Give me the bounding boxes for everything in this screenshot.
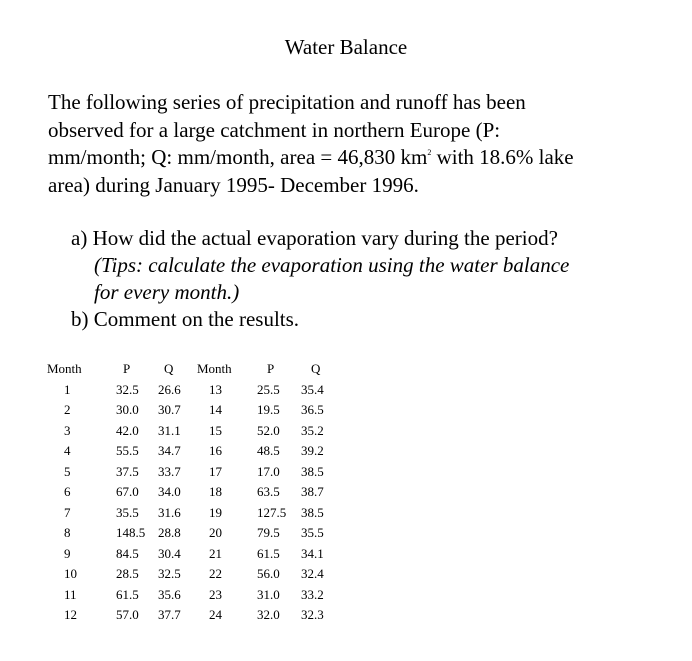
cell-q: 30.4 xyxy=(158,545,181,561)
cell-q: 38.5 xyxy=(301,463,324,479)
cell-p: 42.0 xyxy=(116,422,139,438)
cell-month: 23 xyxy=(209,586,222,602)
cell-q: 35.2 xyxy=(301,422,324,438)
intro-text: with 18.6% lake xyxy=(431,145,574,169)
cell-p: 30.0 xyxy=(116,402,139,417)
table-row xyxy=(47,564,341,585)
cell-month: 8 xyxy=(64,525,71,540)
table-row xyxy=(47,462,341,483)
tip-line: for every month.) xyxy=(94,280,240,304)
cell-p: 25.5 xyxy=(257,381,280,397)
cell-month: 14 xyxy=(209,402,222,417)
table-body xyxy=(47,380,341,626)
cell-p: 31.0 xyxy=(257,586,280,602)
table-row xyxy=(47,421,341,442)
cell-p: 28.5 xyxy=(116,566,139,581)
cell-month: 22 xyxy=(209,566,222,581)
cell-p: 79.5 xyxy=(257,525,280,540)
cell-p: 84.5 xyxy=(116,545,139,561)
cell-q: 33.7 xyxy=(158,463,181,479)
table-row xyxy=(47,605,341,626)
cell-month: 11 xyxy=(64,586,77,602)
cell-q: 34.1 xyxy=(301,545,324,561)
intro-line: The following series of precipitation and runoff has been xyxy=(48,90,526,114)
cell-month: 5 xyxy=(64,463,71,479)
cell-month: 21 xyxy=(209,545,222,561)
cell-month: 16 xyxy=(209,443,222,458)
header-p: P xyxy=(267,361,275,376)
cell-month: 10 xyxy=(64,566,77,581)
header-month: Month xyxy=(197,361,232,376)
cell-p: 35.5 xyxy=(116,504,139,520)
questions-list xyxy=(71,225,661,333)
superscript-2: 2 xyxy=(427,148,432,157)
intro-text: mm/month; Q: mm/month, area = 46,830 km xyxy=(48,145,428,169)
cell-month: 24 xyxy=(209,607,222,622)
table-row xyxy=(47,523,341,544)
cell-p: 67.0 xyxy=(116,484,139,499)
cell-q: 34.7 xyxy=(158,443,181,458)
cell-q: 32.5 xyxy=(158,566,181,581)
cell-p: 127.5 xyxy=(257,504,287,520)
table-row xyxy=(47,503,341,524)
page-title: Water Balance xyxy=(284,35,408,59)
header-p: P xyxy=(123,361,131,376)
cell-p: 61.5 xyxy=(116,586,139,602)
cell-month: 13 xyxy=(209,381,222,397)
table-row xyxy=(47,380,341,401)
question-b: b) Comment on the results. xyxy=(71,307,300,331)
header-month: Month xyxy=(47,361,82,376)
cell-q: 31.1 xyxy=(158,422,181,438)
cell-month: 1 xyxy=(64,381,71,397)
cell-p: 56.0 xyxy=(257,566,280,581)
cell-month: 12 xyxy=(64,607,77,622)
cell-q: 32.3 xyxy=(301,607,324,622)
cell-q: 31.6 xyxy=(158,504,181,520)
intro-line: area) during January 1995- December 1996. xyxy=(48,172,419,197)
header-q: Q xyxy=(164,361,174,376)
cell-p: 32.0 xyxy=(257,607,280,622)
cell-q: 32.4 xyxy=(301,566,324,581)
cell-q: 26.6 xyxy=(158,381,181,397)
table-row xyxy=(47,441,341,462)
cell-month: 2 xyxy=(64,402,71,417)
cell-q: 37.7 xyxy=(158,607,181,622)
cell-p: 19.5 xyxy=(257,402,280,417)
cell-p: 148.5 xyxy=(116,525,146,540)
cell-month: 20 xyxy=(209,525,222,540)
cell-month: 6 xyxy=(64,484,71,499)
cell-p: 63.5 xyxy=(257,484,280,499)
cell-month: 18 xyxy=(209,484,222,499)
cell-p: 32.5 xyxy=(116,381,139,397)
data-table xyxy=(47,359,341,626)
cell-p: 48.5 xyxy=(257,443,280,458)
cell-month: 4 xyxy=(64,443,71,458)
cell-q: 35.5 xyxy=(301,525,324,540)
cell-month: 9 xyxy=(64,545,71,561)
cell-p: 57.0 xyxy=(116,607,139,622)
cell-month: 7 xyxy=(64,504,71,520)
cell-q: 38.7 xyxy=(301,484,324,499)
intro-line: observed for a large catchment in northern Europe (P: xyxy=(48,117,501,142)
table-row xyxy=(47,400,341,421)
cell-p: 17.0 xyxy=(257,463,280,479)
cell-p: 37.5 xyxy=(116,463,139,479)
table-header-row xyxy=(47,359,341,380)
cell-q: 28.8 xyxy=(158,525,181,540)
tip-line: (Tips: calculate the evaporation using the water balance xyxy=(94,253,570,277)
table-row xyxy=(47,482,341,503)
cell-p: 52.0 xyxy=(257,422,280,438)
question-a: a) How did the actual evaporation vary during the period? xyxy=(71,226,558,250)
table-row xyxy=(47,544,341,565)
cell-month: 15 xyxy=(209,422,222,438)
table-row xyxy=(47,585,341,606)
cell-q: 34.0 xyxy=(158,484,181,499)
cell-q: 36.5 xyxy=(301,402,324,417)
cell-p: 61.5 xyxy=(257,545,280,561)
cell-q: 33.2 xyxy=(301,586,324,602)
cell-q: 39.2 xyxy=(301,443,324,458)
cell-month: 17 xyxy=(209,463,222,479)
cell-month: 19 xyxy=(209,504,222,520)
cell-q: 38.5 xyxy=(301,504,324,520)
cell-q: 30.7 xyxy=(158,402,181,417)
cell-q: 35.6 xyxy=(158,586,181,602)
cell-p: 55.5 xyxy=(116,443,139,458)
intro-paragraph xyxy=(48,89,648,199)
cell-q: 35.4 xyxy=(301,381,324,397)
header-q: Q xyxy=(311,361,321,376)
cell-month: 3 xyxy=(64,422,71,438)
intro-line xyxy=(48,144,648,172)
